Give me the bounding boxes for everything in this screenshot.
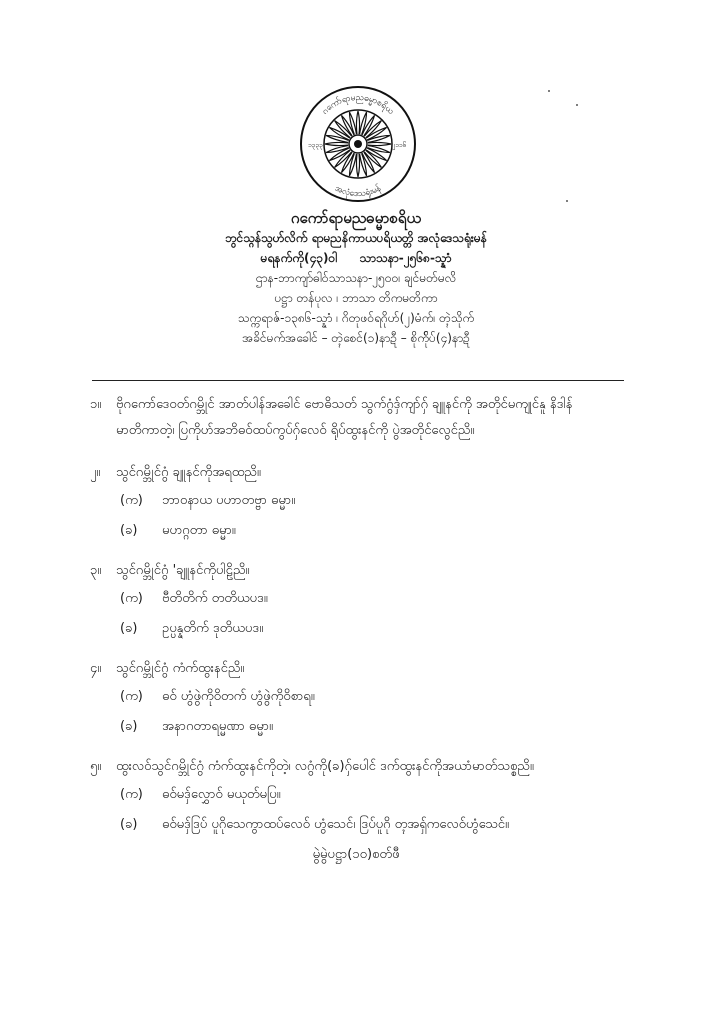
question-2 — [90, 460, 650, 546]
question-text: ဗိုဂကော်ဒေဝတ်ဂမ္ဘိုင် အာတ်ပါန်အခေါင် ဗောဓိသတ် သွက်ဂွံဒှ်ကျာ်ဂှ် ချူနင်ကို အတိုင်မကျုင်နူ နိဒါန် — [116, 397, 573, 412]
scan-speck — [566, 200, 568, 202]
scan-speck — [576, 104, 578, 106]
question-3 — [90, 558, 650, 644]
option-ka: (က) ဗီတိတိက် တတိယပဒ။ — [120, 591, 268, 606]
header-issue-right: သာသနာ-၂၅၆၈-သ္နာံ — [359, 251, 452, 265]
page-footer: မွဲမွဲပဋ္ဌာ(၁၀)စတ်ဖီ — [312, 847, 400, 862]
option-ka: (က) ဘာဝနာယ ပဟာတဗ္ဗာ ဓမ္မာ။ — [120, 493, 296, 508]
question-1 — [90, 392, 650, 444]
question-text-continued: မာတိကာတဲ့၊ ပြကိုဟ်အဘိဓဝ်ထပ်ကွပ်ဂှ်လေဝ် ရိုပ်ထွးနင်ကို ပွဲအတိုင်လွေင်ညိ။ — [116, 423, 475, 438]
header-line-5: ပဋ္ဌာ တန်ပုလ ၊ ဘာသာ တိကမတိကာ — [274, 291, 438, 305]
seal-petal — [364, 150, 381, 167]
seal-petal — [360, 153, 367, 176]
header-title: ဂကော်ရာမညဓမ္မာစရိယ — [290, 209, 422, 227]
header-line-7: အခိင်မက်အခေါင် – တ္ၚဲစေင်(၁)နာဍီ – စိုက်ိုပ်(၄)နာဍီ — [242, 331, 470, 345]
seal-petal — [367, 146, 390, 153]
header-subtitle: ဘွင်သ္ဂန်သွဟ်လိက် ရာမညနိကာယပရိယတ္တိ အလုံဒေသရုံးမန် — [225, 231, 487, 245]
question-5 — [90, 754, 650, 840]
seal-petal — [356, 154, 359, 177]
seal-left-year: ၁၃၃၃ — [308, 141, 323, 149]
header-line-4: ဌာန-ဘာကျာ်ဓါဝ်သာသနာ-၂၅၀၀၊ ချင်မတ်မလိ — [255, 271, 457, 285]
seal-top-text: ဂကော်ရာမညဓမ္မာစရိယ — [320, 92, 396, 117]
header-divider — [92, 380, 624, 381]
question-number: ၄။ — [90, 661, 102, 676]
option-kha: (ခ) ဓဝ်မဒှ်ဒြပ် ပူဂိုသေကွာထပ်လေဝ် ဟွံသေင်၊ ဒြပ်ပူဂို တ္ၚအရှ်ကလေဝ်ဟွံသေင်။ — [120, 817, 509, 832]
question-text: သွင်ဂမ္ဘိုင်ဂွံ 'ချူနင်ကိုပါဠိညိ။ — [116, 563, 250, 578]
question-number: ၅။ — [90, 759, 102, 774]
seal-petal — [335, 121, 352, 138]
question-number: ၃။ — [90, 563, 102, 578]
seal-petal — [364, 121, 381, 138]
scan-speck — [548, 90, 550, 92]
seal-petal — [349, 112, 356, 135]
question-number: ၂။ — [90, 465, 101, 480]
option-kha: (ခ) မဟဂ္ဂတာ ဓမ္မာ။ — [120, 523, 236, 538]
questions-section — [90, 392, 650, 840]
header-line-6: သက္ကရာဇ်-၁၃၈၆-သ္နာံ ၊ ဂိတုဖဝ်ရဂိုဟ်(၂)မံက်၊ တ္ၚဲသိုက် — [237, 311, 475, 325]
seal-petal — [326, 135, 349, 142]
seal-petal — [367, 135, 390, 142]
organization-seal — [298, 84, 418, 204]
seal-right-year: ၂၁၁၆ — [392, 141, 407, 149]
seal-petal — [349, 153, 356, 176]
question-text: ထွးလဝ်သွင်ဂမ္ဘိုင်ဂွံ ကံက်ထွးနင်ကိုတဲ့၊ လဂွံကို(ခ)ဂှ်ပေါင် ဒက်ထွးနင်ကိုအယာံမာတ်သစ္စညိ။ — [116, 759, 534, 774]
seal-petal — [356, 111, 359, 134]
document-header — [0, 204, 712, 348]
question-text: သွင်ဂမ္ဘိုင်ဂွံ ကံက်ထွးနင်ညိ။ — [116, 661, 245, 676]
seal-emblem-icon — [298, 84, 418, 204]
header-issue-left: မရနက်ကို(၄၃)ဝါ — [260, 251, 338, 265]
header-issue-line — [0, 248, 712, 268]
seal-petal — [325, 142, 348, 145]
option-kha: (ခ) အနာဂတာရမ္မဏာ ဓမ္မာ။ — [120, 719, 273, 734]
seal-petal — [360, 112, 367, 135]
seal-bottom-text: အလုံဒေသရုံးမန် — [333, 183, 383, 200]
seal-petal — [335, 150, 352, 167]
svg-text:အလုံဒေသရုံးမန် — [333, 182, 384, 199]
option-ka: (က) ဓဝ် ဟွံဖွဲကိုဝိတက် ဟွံဖွဲကိုဝိစာရ။ — [120, 689, 315, 704]
question-number: ၁။ — [90, 397, 102, 412]
seal-petal — [326, 146, 349, 153]
option-ka: (က) ဓဝ်မဒှ်လွှောဝ် မယုတ်မပြ။ — [120, 787, 281, 802]
question-4 — [90, 656, 650, 742]
question-text: သွင်ဂမ္ဘိုင်ဂွံ ချူနင်ကိုအရထညိ။ — [116, 465, 261, 480]
option-kha: (ခ) ဥပ္ပန္နတိက် ဒုတိယပဒ။ — [120, 621, 264, 636]
seal-petal — [368, 142, 391, 145]
